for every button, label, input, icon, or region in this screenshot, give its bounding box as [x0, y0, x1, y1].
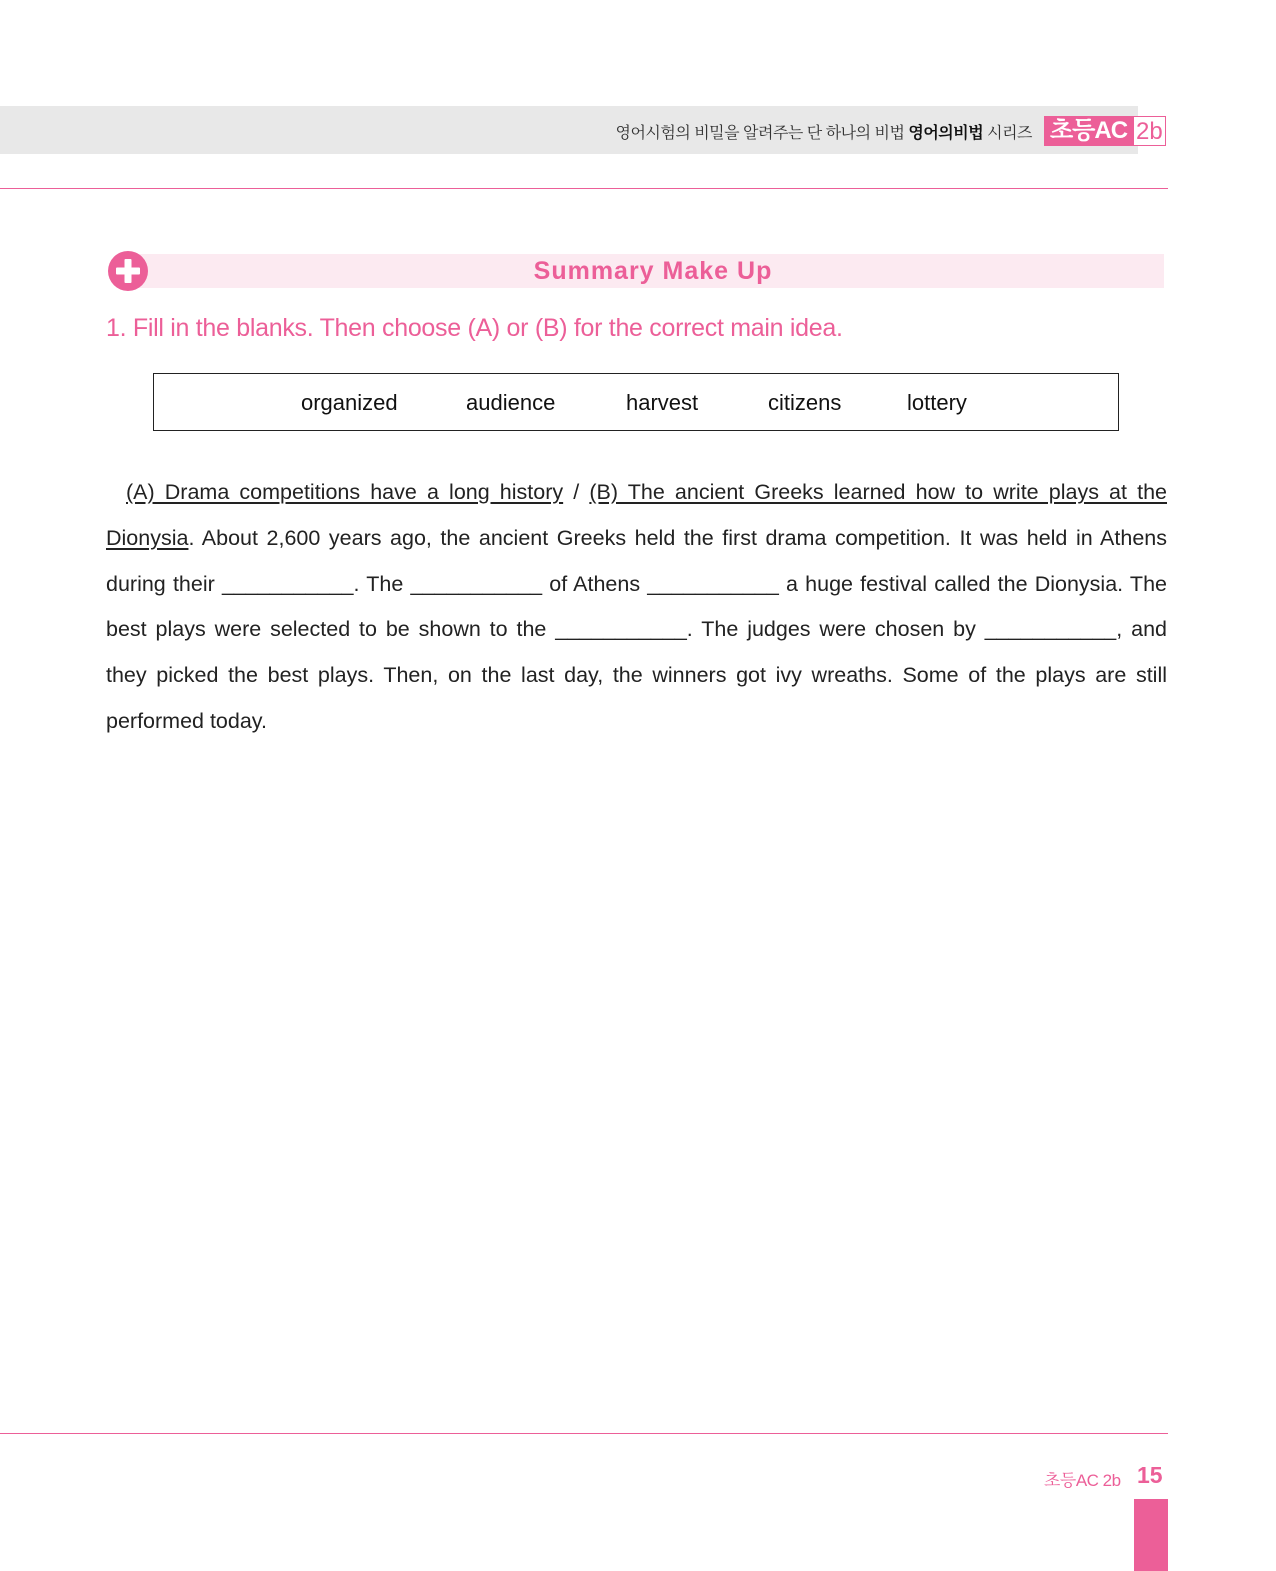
- header-divider: [0, 188, 1168, 189]
- series-text: 영어시험의 비밀을 알려주는 단 하나의 비법: [615, 125, 905, 142]
- passage-text: a huge festival called the Dionysia. The best plays were selected to be shown to the: [106, 571, 1167, 642]
- blank-3[interactable]: ___________: [647, 571, 779, 596]
- badge-number: 2b: [1133, 116, 1166, 146]
- option-a[interactable]: (A) Drama competitions have a long history: [126, 480, 564, 504]
- word-bank-item: lottery: [907, 390, 967, 415]
- blank-4[interactable]: ___________: [555, 617, 687, 642]
- blank-2[interactable]: ___________: [410, 571, 543, 596]
- question-prompt: 1. Fill in the blanks. Then choose (A) or (B) for the correct main idea.: [106, 314, 843, 342]
- word-bank-item: citizens: [768, 390, 842, 415]
- footer-divider: [0, 1433, 1168, 1434]
- passage-text: . The judges were chosen by: [686, 617, 985, 642]
- passage-text: . The: [353, 571, 411, 596]
- word-bank: [153, 373, 1119, 431]
- series-title: [616, 120, 1033, 143]
- option-b[interactable]: (B) The ancient Greeks learned how to write plays at the Dionysia: [106, 480, 1167, 550]
- word-bank-item: harvest: [626, 390, 699, 415]
- blank-5[interactable]: ___________: [984, 617, 1117, 642]
- word-bank-item: audience: [466, 390, 556, 415]
- blank-1[interactable]: ___________: [221, 571, 354, 596]
- word-bank-item: organized: [301, 390, 398, 415]
- passage-text: , and they picked the best plays. Then, on the last day, the winners got ivy wreaths. Some of the plays are still performed today.: [106, 617, 1167, 733]
- page-tab: [1134, 1499, 1168, 1571]
- section-title: Summary Make Up: [533, 257, 773, 285]
- passage-text: . About 2,600 years ago, the ancient Greeks held the first drama competition. It was held in Athens during their: [106, 525, 1167, 596]
- badge-main: 초등AC: [1044, 116, 1133, 146]
- series-bold: 영어의비법: [908, 125, 984, 142]
- series-badge: [1044, 116, 1166, 146]
- summary-passage: [106, 470, 1167, 745]
- series-suffix: 시리즈: [987, 125, 1032, 142]
- footer-label: 초등AC 2b: [1044, 1471, 1121, 1490]
- page-number: 15: [1137, 1462, 1163, 1488]
- passage-text: of Athens: [542, 571, 648, 596]
- option-separator: /: [563, 480, 590, 504]
